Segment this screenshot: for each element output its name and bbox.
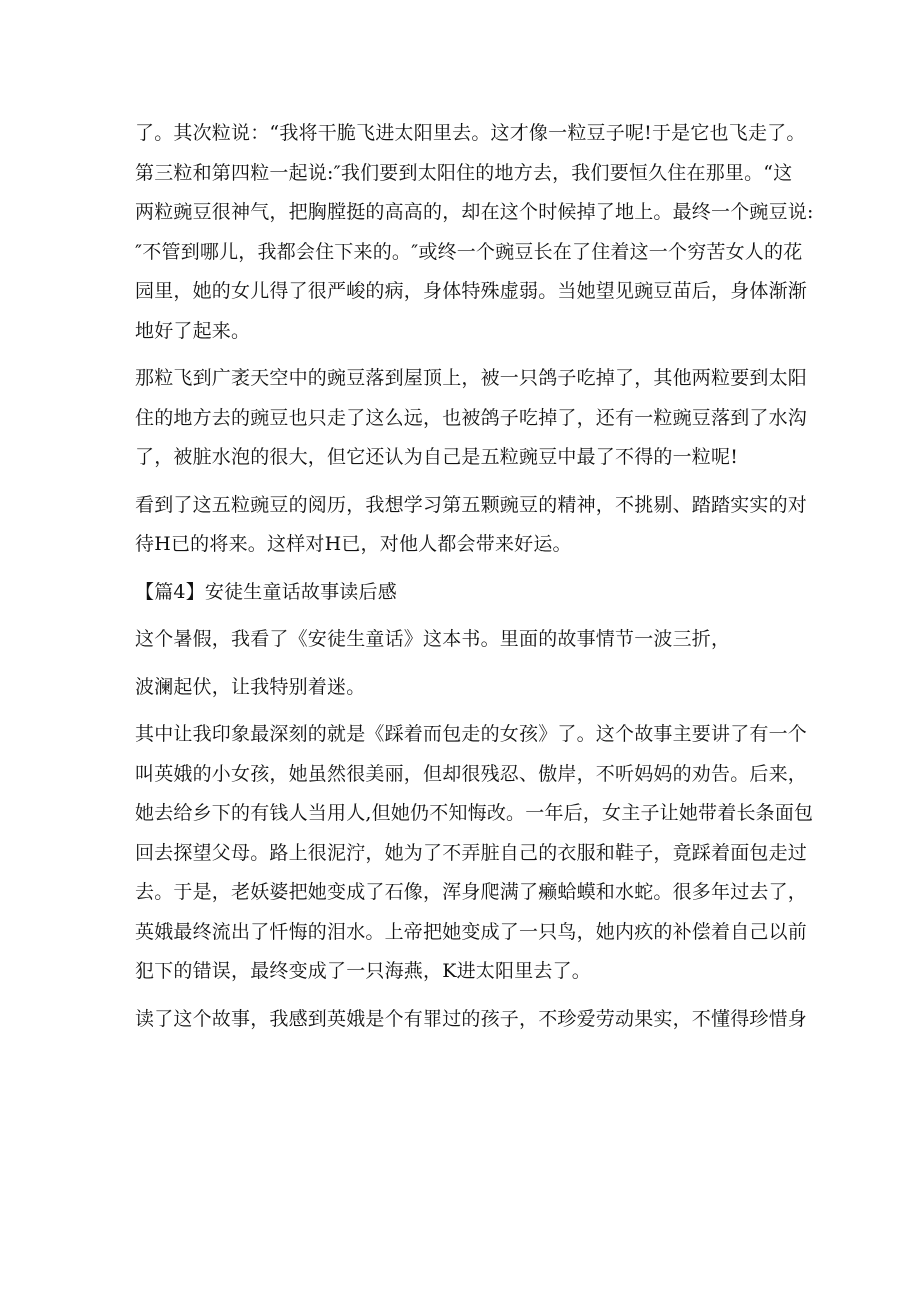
section-heading-text: 【篇4】安徒生童话故事读后感 [135,580,397,603]
text-line: 待H已的将来。这样对H已，对他人都会带来好运。 [135,533,572,555]
text-line: ″不管到哪儿，我都会住下来的。″或终一个豌豆长在了住着这一个穷苦女人的花 [135,240,803,263]
paragraph-girl-story [135,715,814,992]
text-line: 她去给乡下的有钱人当用人,但她仍不知悔改。一年后，女主子让她带着长条面包 [135,802,814,824]
text-line: 了，被脏水泡的很大，但它还认为自己是五粒豌豆中最了不得的一粒呢! [135,446,739,468]
paragraph-pea-story-end [135,114,814,351]
text-line: 这个暑假，我看了《安徒生童话》这本书。里面的故事情节一波三折， [135,628,731,650]
text-line: 去。于是，老妖婆把她变成了石像，浑身爬满了癞蛤蟆和水蛇。很多年过去了， [135,881,808,903]
text-line: 住的地方去的豌豆也只走了这么远，也被鸽子吃掉了，还有一粒豌豆落到了水沟 [135,406,808,429]
text-line: 叫英娥的小女孩，她虽然很美丽，但却很残忍、傲岸，不听妈妈的劝告。后来， [135,762,808,785]
text-line: 犯下的错误，最终变成了一只海燕，K进太阳里去了。 [135,960,591,982]
text-line: 第三粒和第四粒一起说:″我们要到太阳住的地方去，我们要恒久住在那里。“这 [135,161,793,184]
text-line: 回去探望父母。路上很泥泞，她为了不弄脏自己的衣服和鞋子，竟踩着面包走过 [135,841,808,864]
paragraph-summer-book [135,620,795,660]
text-line: 两粒豌豆很神气，把胸膛挺的高高的，却在这个时候掉了地上。最终一个豌豆说: [135,201,814,223]
text-line: 波澜起伏，让我特别着迷。 [135,675,366,698]
document-body [135,114,814,1039]
text-line: 地好了起来。 [135,319,251,342]
paragraph-pigeons [135,359,808,478]
text-line: 那粒飞到广袤天空中的豌豆落到屋顶上，被一只鸽子吃掉了，其他两粒要到太阳 [135,367,808,389]
paragraph-reflection [135,486,808,565]
text-line: 其中让我印象最深刻的就是《踩着而包走的女孩》了。这个故事主要讲了有一个 [135,723,808,745]
text-line: 看到了这五粒豌豆的阅历，我想学习第五颗豌豆的精神，不挑剔、踏踏实实的对 [135,493,808,516]
text-line: 英娥最终流出了忏悔的泪水。上帝把她变成了一只鸟，她内疚的补偿着自己以前 [135,920,808,943]
text-line: 了。其次粒说：“我将干脆飞进太阳里去。这才像一粒豆子呢!于是它也飞走了。 [135,122,806,144]
text-line: 读了这个故事，我感到英娥是个有罪过的孩子，不珍爱劳动果实，不懂得珍惜身 [135,1007,808,1030]
section-heading [135,573,795,613]
paragraph-conclusion [135,1000,808,1040]
paragraph-fascinated [135,668,795,708]
text-line: 园里，她的女儿得了很严峻的病，身体特殊虚弱。当她望见豌豆苗后，身体渐渐 [135,280,808,302]
